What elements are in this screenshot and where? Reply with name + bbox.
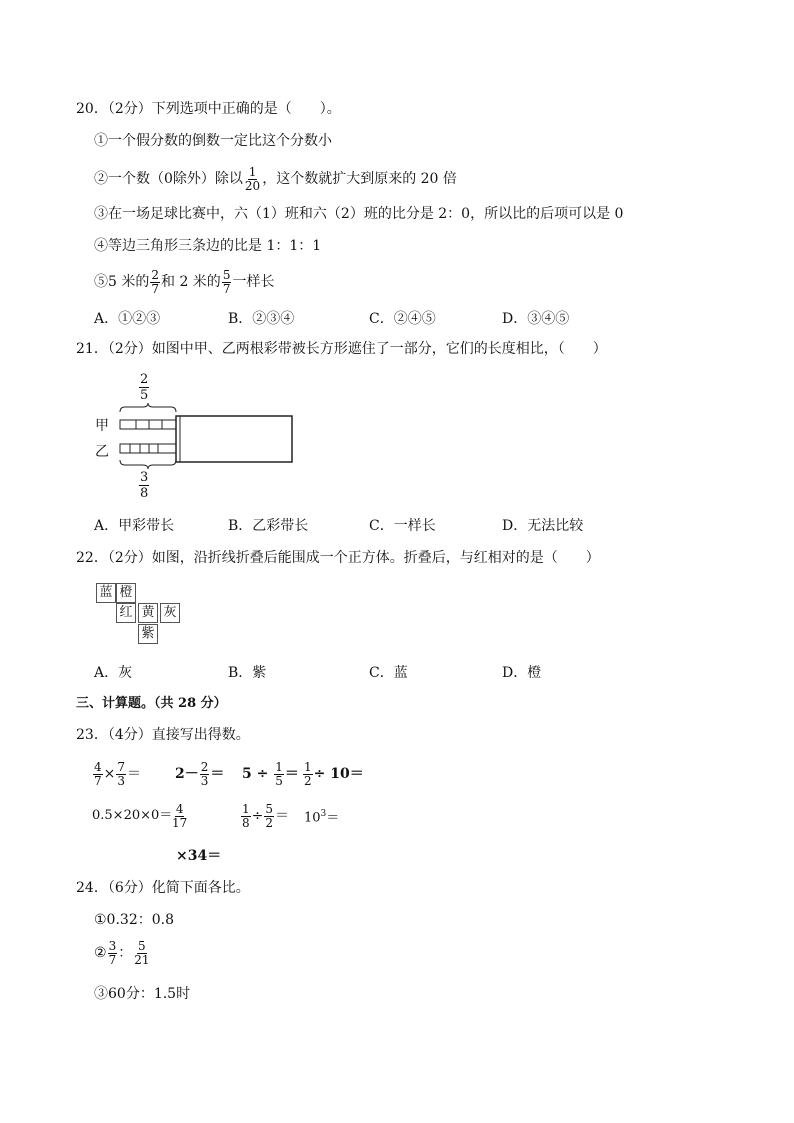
q21-option-c[interactable]: C．一样长 [369,518,436,534]
q20-statement-2: ②一个数（0除外）除以 $\frac{1}{20}$ ，这个数就扩大到原来的 20 倍 [94,164,457,193]
cube-face-purple: 紫 [138,624,158,644]
q24-item-2: ② $\frac{3}{7}$ ： $\frac{5}{21}$ [94,938,150,967]
fraction: $\frac{5}{7}$ [222,267,231,296]
q21-bottom-fraction: $\frac{3}{8}$ [140,470,149,501]
section-heading: 三、计算题。（共 28 分） [76,696,227,711]
q21-option-a[interactable]: A．甲彩带长 [94,518,175,534]
cube-face-yellow: 黄 [138,603,158,623]
q22-option-b[interactable]: B．紫 [228,665,267,681]
fraction: $\frac{2}{7}$ [151,267,159,296]
fraction: $\frac{1}{20}$ [244,164,261,193]
q21-stem: 21．（2分）如图中甲、乙两根彩带被长方形遮住了一部分，它们的长度相比，（ ） [76,341,607,357]
expr-8: $10^3=$ [304,809,340,826]
q20-statement-5: ⑤5 米的 $\frac{2}{7}$ 和 2 米的 $\frac{5}{7}$ 一样长 [94,267,275,296]
q20-stem: 20．（2分）下列选项中正确的是（ ）。 [76,101,341,117]
q21-option-b[interactable]: B．乙彩带长 [228,518,309,534]
q20-option-c[interactable]: C．②④⑤ [369,311,436,327]
expr-5: 0.5×20×0＝ [92,808,173,823]
q20-option-d[interactable]: D．③④⑤ [502,311,570,327]
q21-top-fraction: $\frac{2}{5}$ [140,372,149,403]
q23-stem: 23．（4分）直接写出得数。 [76,727,250,743]
expr-2: 2－ $\frac{2}{3}$ ＝ [175,759,225,788]
cover-rectangle [176,416,292,462]
expr-3: 5 ÷ $\frac{1}{5}$ ＝ [242,759,299,788]
q24-item-1: ①0.32：0.8 [94,912,174,928]
q24-item-3: ③60分：1.5时 [94,986,191,1002]
expr-6-fraction: $\frac{4}{17}$ [172,801,188,830]
q24-stem: 24．（6分）化简下面各比。 [76,880,250,896]
expr-7: $\frac{1}{8}$ ÷ $\frac{5}{2}$ ＝ [242,801,290,830]
q20-statement-3: ③在一场足球比赛中，六（1）班和六（2）班的比分是 2：0，所以比的后项可以是 0 [94,206,624,222]
ribbon-b-label: 乙 [95,444,109,460]
cube-face-blue: 蓝 [96,583,116,603]
top-brace [120,403,176,412]
q21-option-d[interactable]: D．无法比较 [502,518,584,534]
ribbon-a-label: 甲 [95,418,109,434]
q20-statement-4: ④等边三角形三条边的比是 1：1：1 [94,238,322,254]
q22-option-c[interactable]: C．蓝 [369,665,408,681]
expr-1: $\frac{4}{7}$ × $\frac{7}{3}$ ＝ [94,759,142,788]
cube-face-gray: 灰 [160,603,180,623]
q20-option-b[interactable]: B．②③④ [228,311,295,327]
bottom-brace [120,460,176,469]
q20-statement-1: ①一个假分数的倒数一定比这个分数小 [94,133,332,149]
q20-option-a[interactable]: A．①②③ [94,311,161,327]
q22-option-d[interactable]: D．橙 [502,665,542,681]
ribbon-diagram [110,402,300,472]
cube-face-orange: 橙 [116,583,136,603]
q22-stem: 22．（2分）如图，沿折线折叠后能围成一个正方体。折叠后，与红相对的是（ ） [76,550,600,566]
expr-6-tail: ×34＝ [176,848,222,864]
expr-4: $\frac{1}{2}$ ÷ 10＝ [304,759,364,788]
q22-option-a[interactable]: A．灰 [94,665,133,681]
cube-face-red: 红 [116,603,136,623]
